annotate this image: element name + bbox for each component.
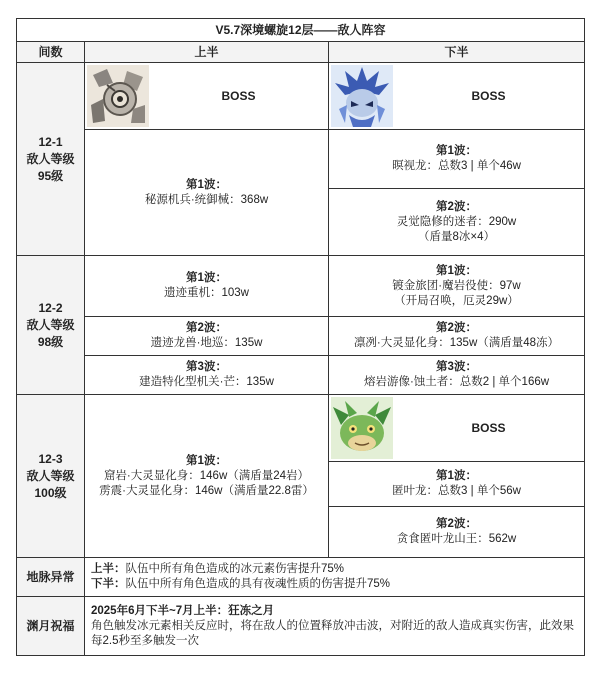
enemy-line: 雳震·大灵显化身：146w（满盾量22.8雷） (99, 484, 314, 497)
room-12-1-wave-row-a (17, 130, 585, 189)
enemy-line: 秘源机兵·统御械：368w (144, 193, 269, 206)
boss-label: BOSS (471, 420, 506, 435)
room-12-2-row-2 (17, 317, 585, 356)
ley-line-first (91, 562, 578, 577)
mechanical-sentinel-portrait-icon (87, 65, 149, 127)
room-level: 98级 (37, 334, 64, 349)
ley-line-second-prefix: 下半： (91, 578, 126, 590)
room-12-2-second-wave-2 (329, 317, 585, 356)
enemy-line: 灵觉隐修的迷者：290w (396, 215, 517, 228)
ley-line-first-prefix: 上半： (91, 563, 126, 575)
header-first-half: 上半 (85, 42, 329, 63)
room-name: 12-2 (38, 300, 63, 315)
enemy-line: 遗迹龙兽·地巡：135w (150, 337, 263, 349)
wave-title: 第3波： (436, 361, 477, 373)
room-12-1-first-boss (85, 63, 329, 130)
room-12-1-first-wave-1 (85, 130, 329, 256)
ley-line-second (91, 577, 578, 592)
blessing-row (17, 597, 585, 656)
room-12-3-label (17, 395, 85, 558)
enemy-line: 熔岩游像·蚀土者：总数2 | 单个166w (363, 376, 550, 388)
room-12-1-label (17, 63, 85, 256)
ley-line-second-text: 队伍中所有角色造成的具有夜魂性质的伤害提升75% (125, 578, 391, 590)
wave-title: 第1波： (186, 454, 227, 467)
level-label: 敌人等级 (26, 468, 75, 483)
blessing-title: 2025年6月下半~7月上半：狂冻之月 (91, 604, 275, 617)
enemy-line: 遗迹重机：103w (164, 287, 249, 299)
room-12-2-second-wave-1 (329, 256, 585, 317)
room-12-2-second-wave-3 (329, 356, 585, 395)
leaf-dragon-king-portrait-icon (331, 397, 393, 459)
lineup-sheet (16, 18, 584, 656)
room-level: 95级 (37, 168, 64, 183)
enemy-line: 窟岩·大灵显化身：146w（满盾量24岩） (103, 469, 310, 482)
room-name: 12-1 (38, 134, 63, 149)
wave-title: 第2波： (186, 322, 227, 334)
ley-line-content (85, 558, 585, 597)
blessing-label: 渊月祝福 (17, 597, 85, 656)
room-name: 12-3 (38, 451, 63, 466)
level-label: 敌人等级 (26, 151, 75, 166)
wave-title: 第1波： (186, 272, 227, 284)
wave-title: 第1波： (436, 145, 477, 157)
wave-title: 第1波： (186, 178, 227, 191)
lineup-table (16, 18, 585, 656)
room-12-1-second-boss (329, 63, 585, 130)
room-12-3-second-wave-1 (329, 462, 585, 507)
enemy-line: 暝视龙：总数3 | 单个46w (392, 160, 521, 172)
ice-crowned-boss-portrait-icon (331, 65, 393, 127)
room-12-2-label (17, 256, 85, 395)
room-12-2-row-3 (17, 356, 585, 395)
header-floor: 间数 (17, 42, 85, 63)
boss-label: BOSS (471, 88, 506, 103)
room-12-1-second-wave-2 (329, 189, 585, 256)
room-12-2-first-wave-1 (85, 256, 329, 317)
wave-title: 第3波： (186, 361, 227, 373)
title-row (17, 19, 585, 42)
enemy-note: （盾量8冰×4） (417, 230, 495, 243)
room-12-1-second-wave-1 (329, 130, 585, 189)
wave-title: 第2波： (436, 200, 477, 213)
room-12-1-boss-row (17, 63, 585, 130)
enemy-note: （开局召唤，厄灵29w） (394, 294, 519, 307)
wave-title: 第2波： (436, 518, 477, 530)
boss-label: BOSS (221, 88, 256, 103)
room-12-3-boss-row (17, 395, 585, 462)
level-label: 敌人等级 (26, 317, 75, 332)
ley-line-row (17, 558, 585, 597)
room-12-3-first-wave-1 (85, 395, 329, 558)
ley-line-first-text: 队伍中所有角色造成的冰元素伤害提升75% (125, 563, 345, 575)
header-second-half: 下半 (329, 42, 585, 63)
ley-line-label: 地脉异常 (17, 558, 85, 597)
wave-title: 第1波： (436, 470, 477, 482)
header-row (17, 42, 585, 63)
room-12-2-row-1 (17, 256, 585, 317)
wave-title: 第1波： (436, 264, 477, 277)
wave-title: 第2波： (436, 322, 477, 334)
enemy-line: 贪食匿叶龙山王：562w (396, 533, 517, 545)
room-12-2-first-wave-2 (85, 317, 329, 356)
room-level: 100级 (34, 485, 67, 500)
room-12-3-second-boss (329, 395, 585, 462)
blessing-content (85, 597, 585, 656)
enemy-line: 凛冽·大灵显化身：135w（满盾量48冻） (353, 337, 560, 349)
blessing-text: 角色触发冰元素相关反应时，将在敌人的位置释放冲击波，对附近的敌人造成真实伤害，此效果每2.5秒至多触发一次 (91, 619, 574, 647)
page-title: V5.7深境螺旋12层——敌人阵容 (17, 19, 585, 42)
enemy-line: 建造特化型机关·芒：135w (139, 376, 274, 388)
enemy-line: 匿叶龙：总数3 | 单个56w (392, 485, 521, 497)
room-12-3-second-wave-2 (329, 507, 585, 558)
enemy-line: 镀金旅团·魔岩役使：97w (392, 279, 521, 292)
room-12-2-first-wave-3 (85, 356, 329, 395)
